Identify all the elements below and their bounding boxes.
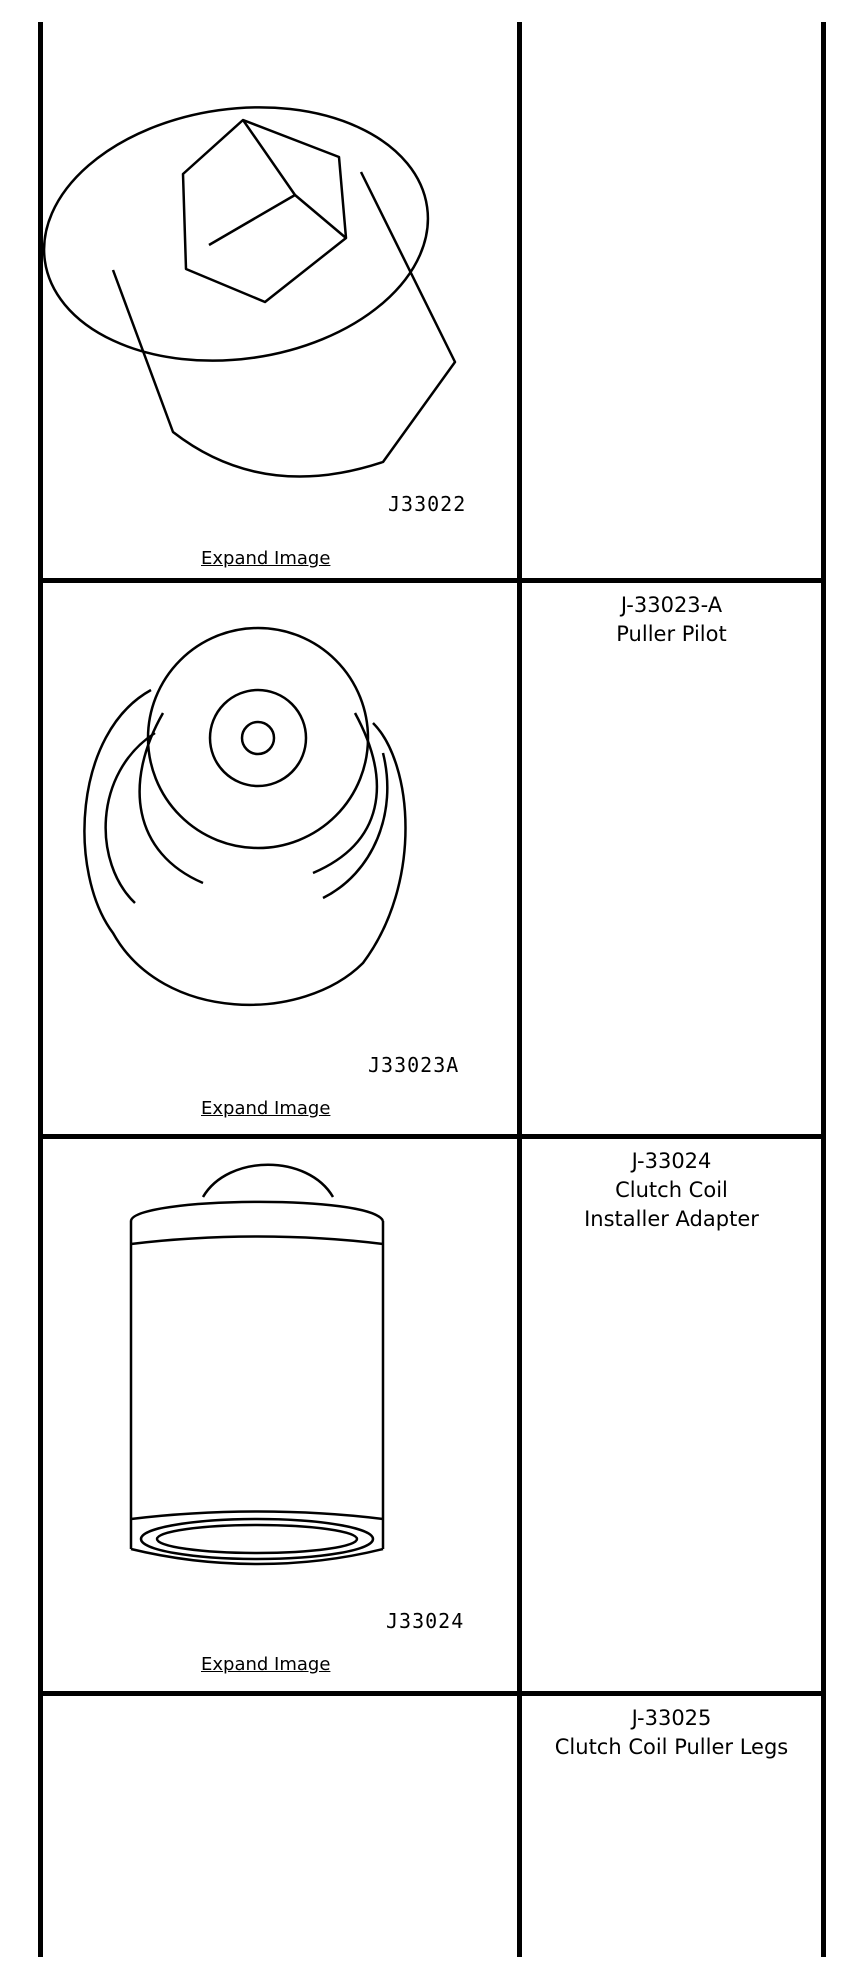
row-4-description-cell [522, 1696, 821, 1964]
tool-code-label: J33022 [388, 492, 467, 516]
expand-image-link[interactable]: Expand Image [201, 548, 331, 569]
tool-description: Clutch Coil Puller Legs [554, 1735, 789, 1759]
tool-j33023a-illustration [43, 583, 517, 1134]
tool-code-label: J33023A [368, 1053, 460, 1077]
row-1-description-cell [522, 22, 821, 586]
tool-part-number: J-33024 [631, 1149, 712, 1173]
tool-part-number: J-33023-A [620, 593, 723, 617]
row-2-image-cell [43, 583, 517, 1134]
tool-description-line-2: Installer Adapter [584, 1207, 759, 1231]
table-border-right [821, 22, 826, 1957]
tool-part-number: J-33025 [631, 1706, 712, 1730]
row-3-image-cell [43, 1139, 517, 1691]
row-3-description-cell [522, 1139, 821, 1699]
tool-description: Puller Pilot [616, 622, 727, 646]
row-2-description-cell [522, 583, 821, 1142]
expand-image-link[interactable]: Expand Image [201, 1654, 331, 1675]
row-4-image-cell [43, 1696, 517, 1956]
expand-image-link[interactable]: Expand Image [201, 1098, 331, 1119]
row-1-image-cell [43, 22, 517, 578]
tool-description-line-1: Clutch Coil [615, 1178, 728, 1202]
tool-code-label: J33024 [386, 1609, 465, 1633]
